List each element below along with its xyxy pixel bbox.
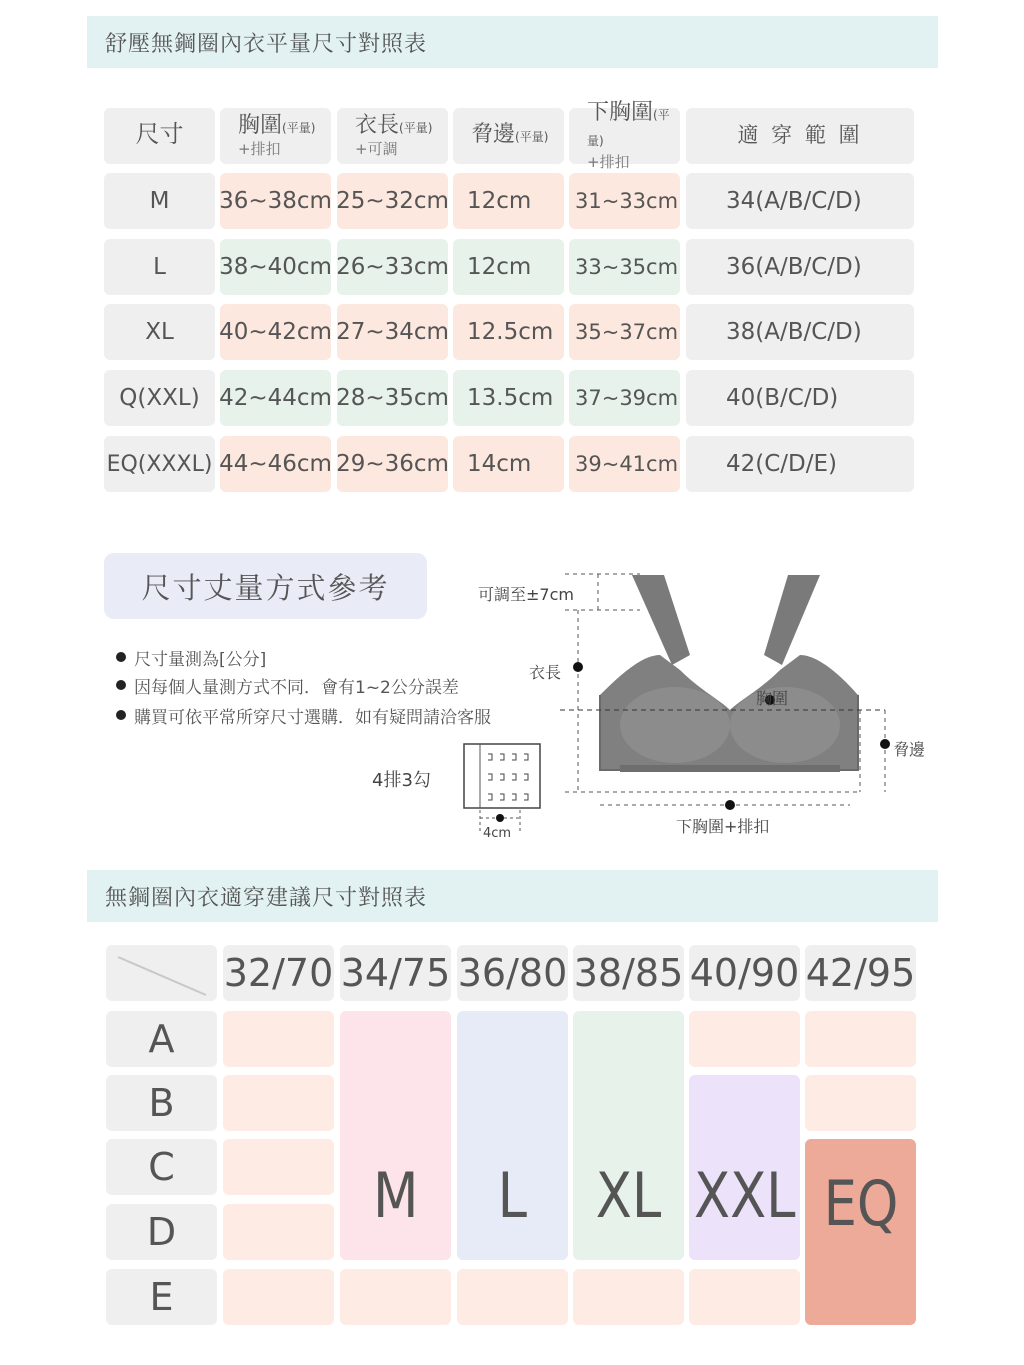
empty-cell <box>573 1269 684 1325</box>
size-label: XXL <box>693 1159 796 1232</box>
header-main-text: 脅邊 <box>471 122 516 147</box>
table-cell: 40~42cm <box>220 304 331 360</box>
header-unit: (平量) <box>587 108 670 148</box>
size-block-l <box>457 1011 568 1260</box>
table-cell: 36~38cm <box>220 173 331 229</box>
table-cell: XL <box>104 304 215 360</box>
table-cell: 42(C/D/E) <box>686 436 914 492</box>
empty-cell <box>223 1269 334 1325</box>
size-block-xl <box>573 1011 684 1260</box>
header-cell-5 <box>686 108 914 164</box>
table-cell: Q(XXL) <box>104 370 215 426</box>
empty-cell <box>457 1269 568 1325</box>
empty-cell <box>805 1011 916 1067</box>
table-cell: 36(A/B/C/D) <box>686 239 914 295</box>
empty-cell <box>689 1011 800 1067</box>
cup-label: C <box>106 1139 217 1195</box>
fit-table-title-bar <box>87 870 938 922</box>
table-cell: 26~33cm <box>337 239 448 295</box>
note-item: 因每個人量測方式不同．會有1~2公分誤差 <box>116 670 491 700</box>
note-item: 尺寸量測為[公分] <box>116 644 491 670</box>
column-header: 32/70 <box>223 945 334 1001</box>
table-cell: 25~32cm <box>337 173 448 229</box>
header-main <box>587 101 680 153</box>
size-block-xxl <box>689 1075 800 1260</box>
adjust-label: 可調至±7cm <box>478 585 574 604</box>
diagonal-line-icon <box>106 945 217 1001</box>
table-cell: 12cm <box>453 173 564 229</box>
header-sub: +可調 <box>355 140 398 158</box>
hook-label: 4排3勾 <box>372 770 431 791</box>
column-header: 38/85 <box>573 945 684 1001</box>
bullet-dot-icon <box>116 652 126 662</box>
empty-cell <box>340 1269 451 1325</box>
header-main <box>238 114 315 140</box>
column-header: 36/80 <box>457 945 568 1001</box>
size-label: L <box>497 1159 528 1232</box>
empty-cell <box>805 1075 916 1131</box>
table-cell: EQ(XXXL) <box>104 436 215 492</box>
table-cell: 38~40cm <box>220 239 331 295</box>
size-table-title: 舒壓無鋼圈內衣平量尺寸對照表 <box>105 31 428 57</box>
table-cell: 39~41cm <box>569 436 680 492</box>
table-cell: 14cm <box>453 436 564 492</box>
table-cell: 34(A/B/C/D) <box>686 173 914 229</box>
empty-cell <box>223 1011 334 1067</box>
size-table-title-bar <box>87 16 938 68</box>
table-cell: 33~35cm <box>569 239 680 295</box>
header-unit: (平量) <box>515 130 549 144</box>
header-main <box>355 114 432 140</box>
header-cell-0 <box>104 108 215 164</box>
underbust-label: 下胸圍+排扣 <box>676 817 770 836</box>
cup-label: A <box>106 1011 217 1067</box>
measure-title-box <box>104 553 427 619</box>
column-header: 42/95 <box>805 945 916 1001</box>
size-block-m <box>340 1011 451 1260</box>
table-cell: M <box>104 173 215 229</box>
bra-diagram <box>560 560 900 810</box>
size-label: XL <box>595 1159 662 1232</box>
table-cell: 31~33cm <box>569 173 680 229</box>
measure-notes <box>116 644 491 730</box>
header-cell-1 <box>220 108 331 164</box>
empty-cell <box>223 1139 334 1195</box>
table-cell: 12.5cm <box>453 304 564 360</box>
bullet-dot-icon <box>116 680 126 690</box>
size-block-eq <box>805 1139 916 1325</box>
empty-cell <box>689 1269 800 1325</box>
measure-title: 尺寸丈量方式參考 <box>141 570 390 605</box>
header-main-text: 胸圍 <box>238 113 283 138</box>
header-cell-2 <box>337 108 448 164</box>
table-cell: L <box>104 239 215 295</box>
header-unit: (平量) <box>282 121 316 135</box>
header-main <box>737 123 862 150</box>
header-sub: +排扣 <box>587 153 630 171</box>
header-sub: +排扣 <box>238 140 281 158</box>
table-cell: 37~39cm <box>569 370 680 426</box>
length-label: 衣長 <box>529 663 562 682</box>
corner-cell <box>106 945 217 1001</box>
column-header: 40/90 <box>689 945 800 1001</box>
header-main <box>471 123 548 149</box>
cup-label: B <box>106 1075 217 1131</box>
header-main <box>136 122 184 150</box>
header-unit: (平量) <box>399 121 433 135</box>
header-cell-3 <box>453 108 564 164</box>
header-cell-4 <box>569 100 680 171</box>
cup-label: E <box>106 1269 217 1325</box>
table-cell: 44~46cm <box>220 436 331 492</box>
table-cell: 40(B/C/D) <box>686 370 914 426</box>
size-label: EQ <box>823 1167 898 1240</box>
header-main-text: 適 穿 範 圍 <box>737 122 863 147</box>
header-main-text: 衣長 <box>355 113 400 138</box>
empty-cell <box>223 1075 334 1131</box>
table-cell: 27~34cm <box>337 304 448 360</box>
hook-width-label: 4cm <box>483 826 512 841</box>
table-cell: 28~35cm <box>337 370 448 426</box>
cup-label: D <box>106 1204 217 1260</box>
bullet-dot-icon <box>116 710 126 720</box>
note-item: 購買可依平常所穿尺寸選購．如有疑問請洽客服 <box>116 700 491 730</box>
table-cell: 35~37cm <box>569 304 680 360</box>
table-cell: 42~44cm <box>220 370 331 426</box>
table-cell: 12cm <box>453 239 564 295</box>
table-cell: 13.5cm <box>453 370 564 426</box>
table-cell: 38(A/B/C/D) <box>686 304 914 360</box>
column-header: 34/75 <box>340 945 451 1001</box>
header-main-text: 下胸圍 <box>587 100 654 125</box>
bust-label: 胸圍 <box>756 689 789 708</box>
header-main-text: 尺寸 <box>135 120 184 148</box>
side-label: 脅邊 <box>893 740 926 759</box>
empty-cell <box>223 1204 334 1260</box>
table-cell: 29~36cm <box>337 436 448 492</box>
size-label: M <box>372 1159 419 1232</box>
fit-table-title: 無鋼圈內衣適穿建議尺寸對照表 <box>105 885 428 911</box>
